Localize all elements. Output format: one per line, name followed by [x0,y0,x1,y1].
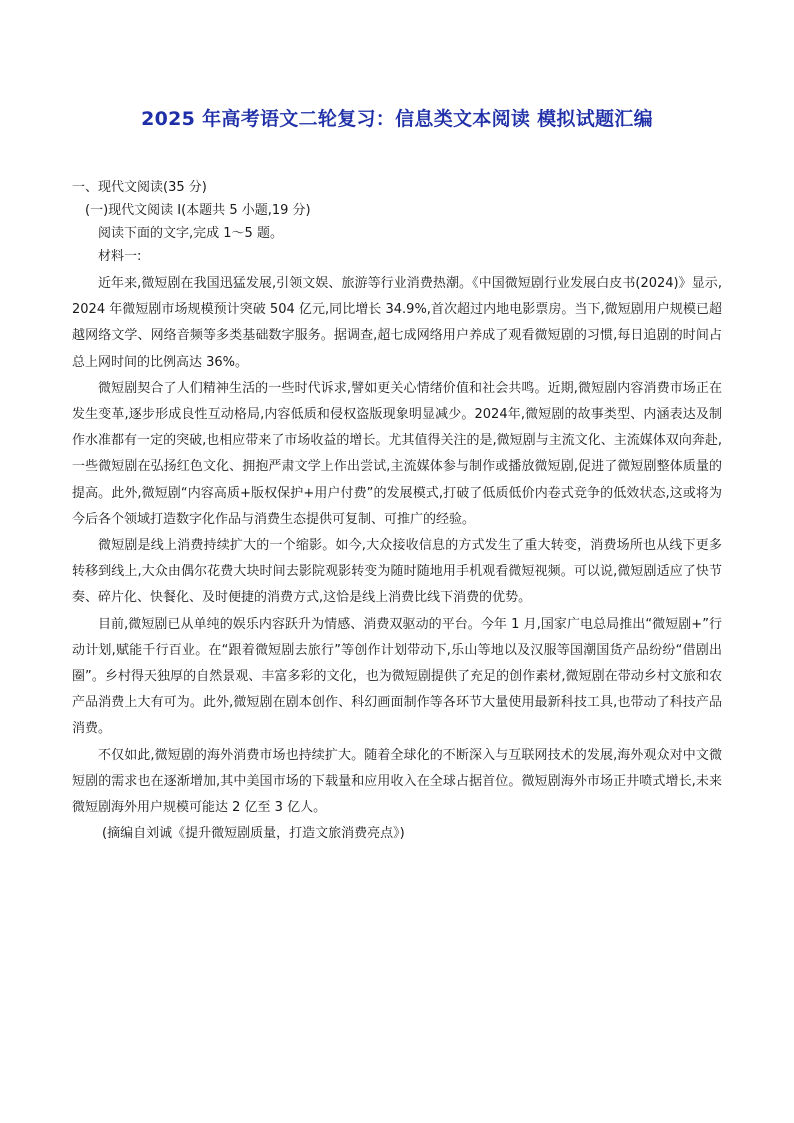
paragraph-4: 目前,微短剧已从单纯的娱乐内容跃升为情感、消费双驱动的平台。今年 1 月,国家广电总局推出“微短剧+”行动计划,赋能千行百业。在“跟着微短剧去旅行”等创作计划带动下,乐山等地以及汉服等国潮国货产品纷纷“借剧出圈”。乡村得天独厚的自然景观、丰富多彩的文化，也为微短剧提供了充足的创作素材,微短剧在带动乡村文旅和农产品消费上大有可为。此外,微短剧在剧本创作、科幻画面制作等各环节大量使用最新科技工具,也带动了科技产品消费。 [72,616,722,737]
section-heading: 一、现代文阅读(35 分) [72,180,207,195]
document-title: 2025 年高考语文二轮复习：信息类文本阅读 模拟试题汇编 [141,108,653,130]
reading-instruction: 阅读下面的文字,完成 1～5 题。 [98,226,283,241]
subsection-heading: (一)现代文阅读 I(本题共 5 小题,19 分) [85,203,311,218]
paragraph-3: 微短剧是线上消费持续扩大的一个缩影。如今,大众接收信息的方式发生了重大转变，消费场所也从线下更多转移到线上,大众由偶尔花费大块时间去影院观影转变为随时随地用手机观看微短视频。可以说,微短剧适应了快节奏、碎片化、快餐化、及时便捷的消费方式,这恰是线上消费比线下消费的优势。 [72,538,722,606]
source-citation: (摘编自刘诚《提升微短剧质量，打造文旅消费亮点》) [102,826,405,842]
document-body [72,176,722,847]
material-label: 材料一: [98,249,142,264]
paragraph-2: 微短剧契合了人们精神生活的一些时代诉求,譬如更关心情绪价值和社会共鸣。近期,微短剧内容消费市场正在发生变革,逐步形成良性互动格局,内容低质和侵权盗版现象明显减少。2024年,微短剧的故事类型、内涵表达及制作水准都有一定的突破,也相应带来了市场收益的增长。尤其值得关注的是,微短剧与主流文化、主流媒体双向奔赴,一些微短剧在弘扬红色文化、拥抱严肃文学上作出尝试,主流媒体参与制作或播放微短剧,促进了微短剧整体质量的提高。此外,微短剧“内容高质+版权保护+用户付费”的发展模式,打破了低质低价内卷式竞争的低效状态,这或将为今后各个领域打造数字化作品与消费生态提供可复制、可推广的经验。 [72,380,722,527]
paragraph-1: 近年来,微短剧在我国迅猛发展,引领文娱、旅游等行业消费热潮。《中国微短剧行业发展白皮书(2024)》显示,2024 年微短剧市场规模预计突破 504 亿元,同比增长 34.9%,首次超过内地电影票房。当下,微短剧用户规模已超越网络文学、网络音频等多类基础数字服务。据调查,超七成网络用户养成了观看微短剧的习惯,每日追剧的时间占总上网时间的比例高达 36%。 [72,276,722,370]
paragraph-5: 不仅如此,微短剧的海外消费市场也持续扩大。随着全球化的不断深入与互联网技术的发展,海外观众对中文微短剧的需求也在逐渐增加,其中美国市场的下载量和应用收入在全球占据首位。微短剧海外市场正井喷式增长,未来微短剧海外用户规模可能达 2 亿至 3 亿人。 [72,747,722,816]
